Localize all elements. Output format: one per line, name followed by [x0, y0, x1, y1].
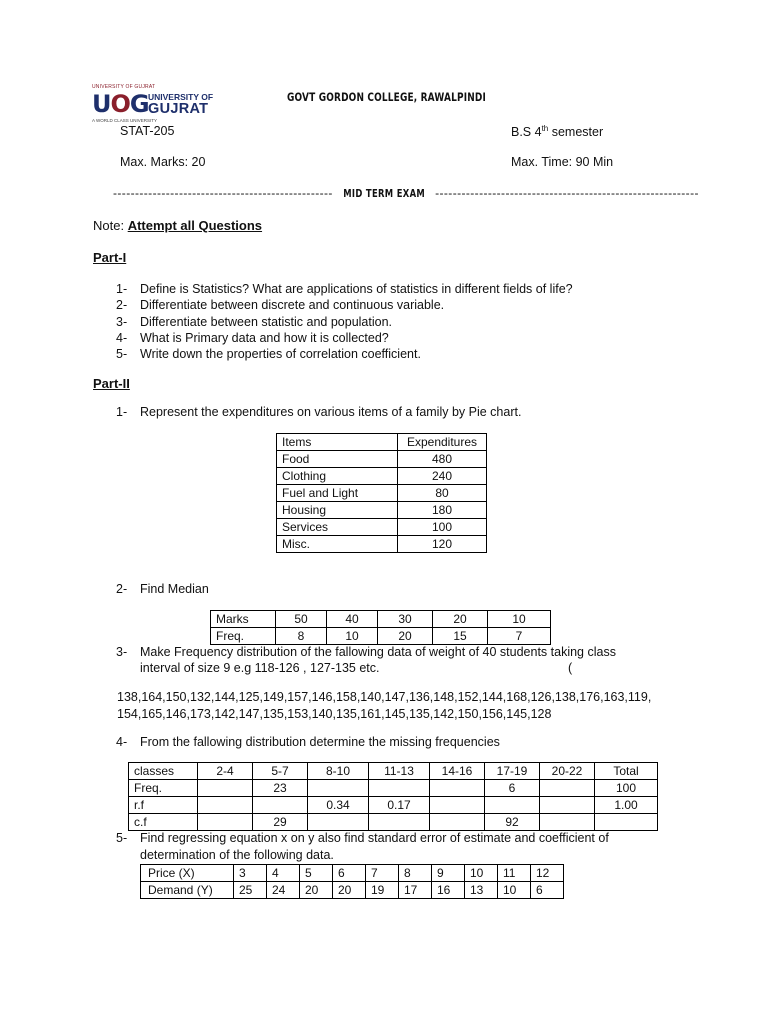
question-text: Represent the expenditures on various items of a family by Pie chart.: [140, 405, 522, 419]
table-row: [141, 865, 564, 882]
table-cell: r.f: [129, 797, 198, 814]
table-cell: 92: [485, 814, 540, 831]
logo-mark-g: G: [129, 90, 149, 118]
university-logo: [92, 84, 222, 124]
table-cell: Total: [595, 763, 658, 780]
table-cell: [430, 797, 485, 814]
table-cell: 29: [253, 814, 308, 831]
exam-title: MID TERM EXAM: [343, 188, 425, 200]
table-cell: Housing: [277, 502, 398, 519]
median-table: [210, 610, 551, 645]
table-cell: 1.00: [595, 797, 658, 814]
open-paren: (: [568, 661, 573, 675]
table-cell: Freq.: [211, 628, 276, 645]
question-text: Write down the properties of correlation coefficient.: [140, 347, 421, 361]
table-row: [277, 485, 487, 502]
table-row: [277, 451, 487, 468]
table-cell: 14-16: [430, 763, 485, 780]
question-text-line2: interval of size 9 e.g 118-126 , 127-135 etc.: [140, 661, 380, 675]
table-cell: 25: [234, 882, 267, 899]
question-number: 1-: [116, 282, 128, 296]
table-cell: 13: [465, 882, 498, 899]
table-cell: 5-7: [253, 763, 308, 780]
table-cell: 6: [531, 882, 564, 899]
note-text: Attempt all Questions: [127, 218, 263, 233]
table-cell: [430, 814, 485, 831]
logo-mark-c: O: [110, 90, 130, 118]
table-cell: [540, 814, 595, 831]
table-cell: [369, 780, 430, 797]
logo-university: UNIVERSITY OF: [148, 92, 214, 102]
question-number: 4-: [116, 735, 128, 749]
table-row: [277, 519, 487, 536]
table-cell: Freq.: [129, 780, 198, 797]
table-row: [211, 611, 551, 628]
question-text: Make Frequency distribution of the fallowing data of weight of 40 students taking class: [140, 645, 616, 659]
question-number: 5-: [116, 831, 128, 845]
table-cell: 30: [378, 611, 433, 628]
logo-subtitle: A WORLD CLASS UNIVERSITY: [92, 118, 158, 123]
part1-title: Part-I: [93, 250, 127, 265]
table-cell: [198, 780, 253, 797]
table-row: [211, 628, 551, 645]
logo-mark: [92, 90, 149, 118]
program-suffix: semester: [548, 125, 604, 140]
table-cell: 180: [398, 502, 487, 519]
note-label: Note:: [93, 218, 128, 233]
table-header-cell: Items: [277, 434, 398, 451]
question-number: 1-: [116, 405, 128, 419]
table-cell: 8: [276, 628, 327, 645]
table-cell: [308, 814, 369, 831]
question-text: Find regressing equation x on y also find standard error of estimate and coefficient of: [140, 831, 609, 845]
question-number: 5-: [116, 347, 128, 361]
table-cell: 40: [327, 611, 378, 628]
table-header-cell: Expenditures: [398, 434, 487, 451]
table-cell: 0.17: [369, 797, 430, 814]
table-row: [277, 468, 487, 485]
table-cell: c.f: [129, 814, 198, 831]
table-cell: [253, 797, 308, 814]
table-cell: 8-10: [308, 763, 369, 780]
table-cell: 6: [485, 780, 540, 797]
table-cell: Demand (Y): [141, 882, 234, 899]
table-cell: 240: [398, 468, 487, 485]
logo-name: GUJRAT: [148, 101, 209, 117]
course-code: STAT-205: [120, 124, 175, 138]
table-cell: 11: [498, 865, 531, 882]
table-cell: 20: [378, 628, 433, 645]
table-cell: 17: [399, 882, 432, 899]
table-cell: 15: [433, 628, 488, 645]
table-cell: 50: [276, 611, 327, 628]
table-cell: 20-22: [540, 763, 595, 780]
table-cell: 17-19: [485, 763, 540, 780]
program-sup: th: [541, 124, 549, 133]
table-cell: 20: [300, 882, 333, 899]
table-cell: 7: [366, 865, 399, 882]
table-cell: 23: [253, 780, 308, 797]
table-row: [129, 763, 658, 780]
question-text: What is Primary data and how it is collected?: [140, 331, 389, 345]
table-cell: Clothing: [277, 468, 398, 485]
table-cell: 2-4: [198, 763, 253, 780]
table-cell: 12: [531, 865, 564, 882]
table-cell: 5: [300, 865, 333, 882]
table-cell: 9: [432, 865, 465, 882]
table-cell: 10: [498, 882, 531, 899]
question-number: 3-: [116, 645, 128, 659]
table-row: [129, 797, 658, 814]
table-cell: 10: [488, 611, 551, 628]
table-cell: 11-13: [369, 763, 430, 780]
table-cell: 100: [398, 519, 487, 536]
table-cell: 20: [433, 611, 488, 628]
table-cell: 100: [595, 780, 658, 797]
table-row: [129, 780, 658, 797]
table-cell: 10: [327, 628, 378, 645]
expenditures-table: [276, 433, 487, 553]
table-cell: Food: [277, 451, 398, 468]
table-cell: 16: [432, 882, 465, 899]
table-cell: Fuel and Light: [277, 485, 398, 502]
table-cell: [430, 780, 485, 797]
table-cell: Misc.: [277, 536, 398, 553]
table-cell: [595, 814, 658, 831]
table-cell: 120: [398, 536, 487, 553]
regression-table: [140, 864, 564, 899]
college-name: GOVT GORDON COLLEGE, RAWALPINDI: [287, 90, 486, 104]
table-cell: 24: [267, 882, 300, 899]
table-cell: 10: [465, 865, 498, 882]
table-cell: 8: [399, 865, 432, 882]
frequency-table: [128, 762, 658, 831]
weight-data-line2: 154,165,146,173,142,147,135,153,140,135,161,145,135,142,150,156,145,128: [117, 707, 552, 721]
table-cell: [308, 780, 369, 797]
table-cell: [369, 814, 430, 831]
separator-right: ------------------------------------------------------------: [435, 186, 699, 200]
question-text: From the fallowing distribution determine the missing frequencies: [140, 735, 500, 749]
exam-title-line: [113, 186, 699, 200]
table-cell: 19: [366, 882, 399, 899]
logo-top-text: UNIVERSITY OF GUJRAT: [92, 84, 156, 90]
question-text-line2: determination of the following data.: [140, 848, 334, 862]
question-text: Differentiate between discrete and continuous variable.: [140, 298, 445, 312]
question-text: Define is Statistics? What are applications of statistics in different fields of life?: [140, 282, 573, 296]
table-cell: Price (X): [141, 865, 234, 882]
question-number: 2-: [116, 582, 128, 596]
table-cell: 80: [398, 485, 487, 502]
table-cell: Services: [277, 519, 398, 536]
table-header-row: [277, 434, 487, 451]
question-text: Differentiate between statistic and population.: [140, 315, 393, 329]
max-marks: Max. Marks: 20: [120, 155, 206, 169]
table-row: [277, 536, 487, 553]
part2-title: Part-II: [93, 376, 130, 391]
max-time: Max. Time: 90 Min: [511, 155, 614, 169]
table-cell: 480: [398, 451, 487, 468]
weight-data-line1: 138,164,150,132,144,125,149,157,146,158,140,147,136,148,152,144,168,126,138,176,163,119,: [117, 690, 652, 704]
separator-left: --------------------------------------------------: [113, 186, 333, 200]
table-cell: 3: [234, 865, 267, 882]
table-cell: 0.34: [308, 797, 369, 814]
table-cell: [198, 814, 253, 831]
program-semester: [511, 124, 603, 139]
question-number: 4-: [116, 331, 128, 345]
question-text: Find Median: [140, 582, 209, 596]
table-cell: 6: [333, 865, 366, 882]
table-row: [141, 882, 564, 899]
table-cell: Marks: [211, 611, 276, 628]
question-number: 2-: [116, 298, 128, 312]
logo-mark-u: U: [92, 90, 111, 118]
table-cell: 20: [333, 882, 366, 899]
table-cell: [198, 797, 253, 814]
table-cell: 4: [267, 865, 300, 882]
table-cell: [540, 780, 595, 797]
table-cell: classes: [129, 763, 198, 780]
question-number: 3-: [116, 315, 128, 329]
table-cell: [485, 797, 540, 814]
program-label: B.S 4: [511, 125, 542, 140]
table-row: [277, 502, 487, 519]
table-cell: [540, 797, 595, 814]
table-cell: 7: [488, 628, 551, 645]
table-row: [129, 814, 658, 831]
note: [93, 218, 262, 233]
